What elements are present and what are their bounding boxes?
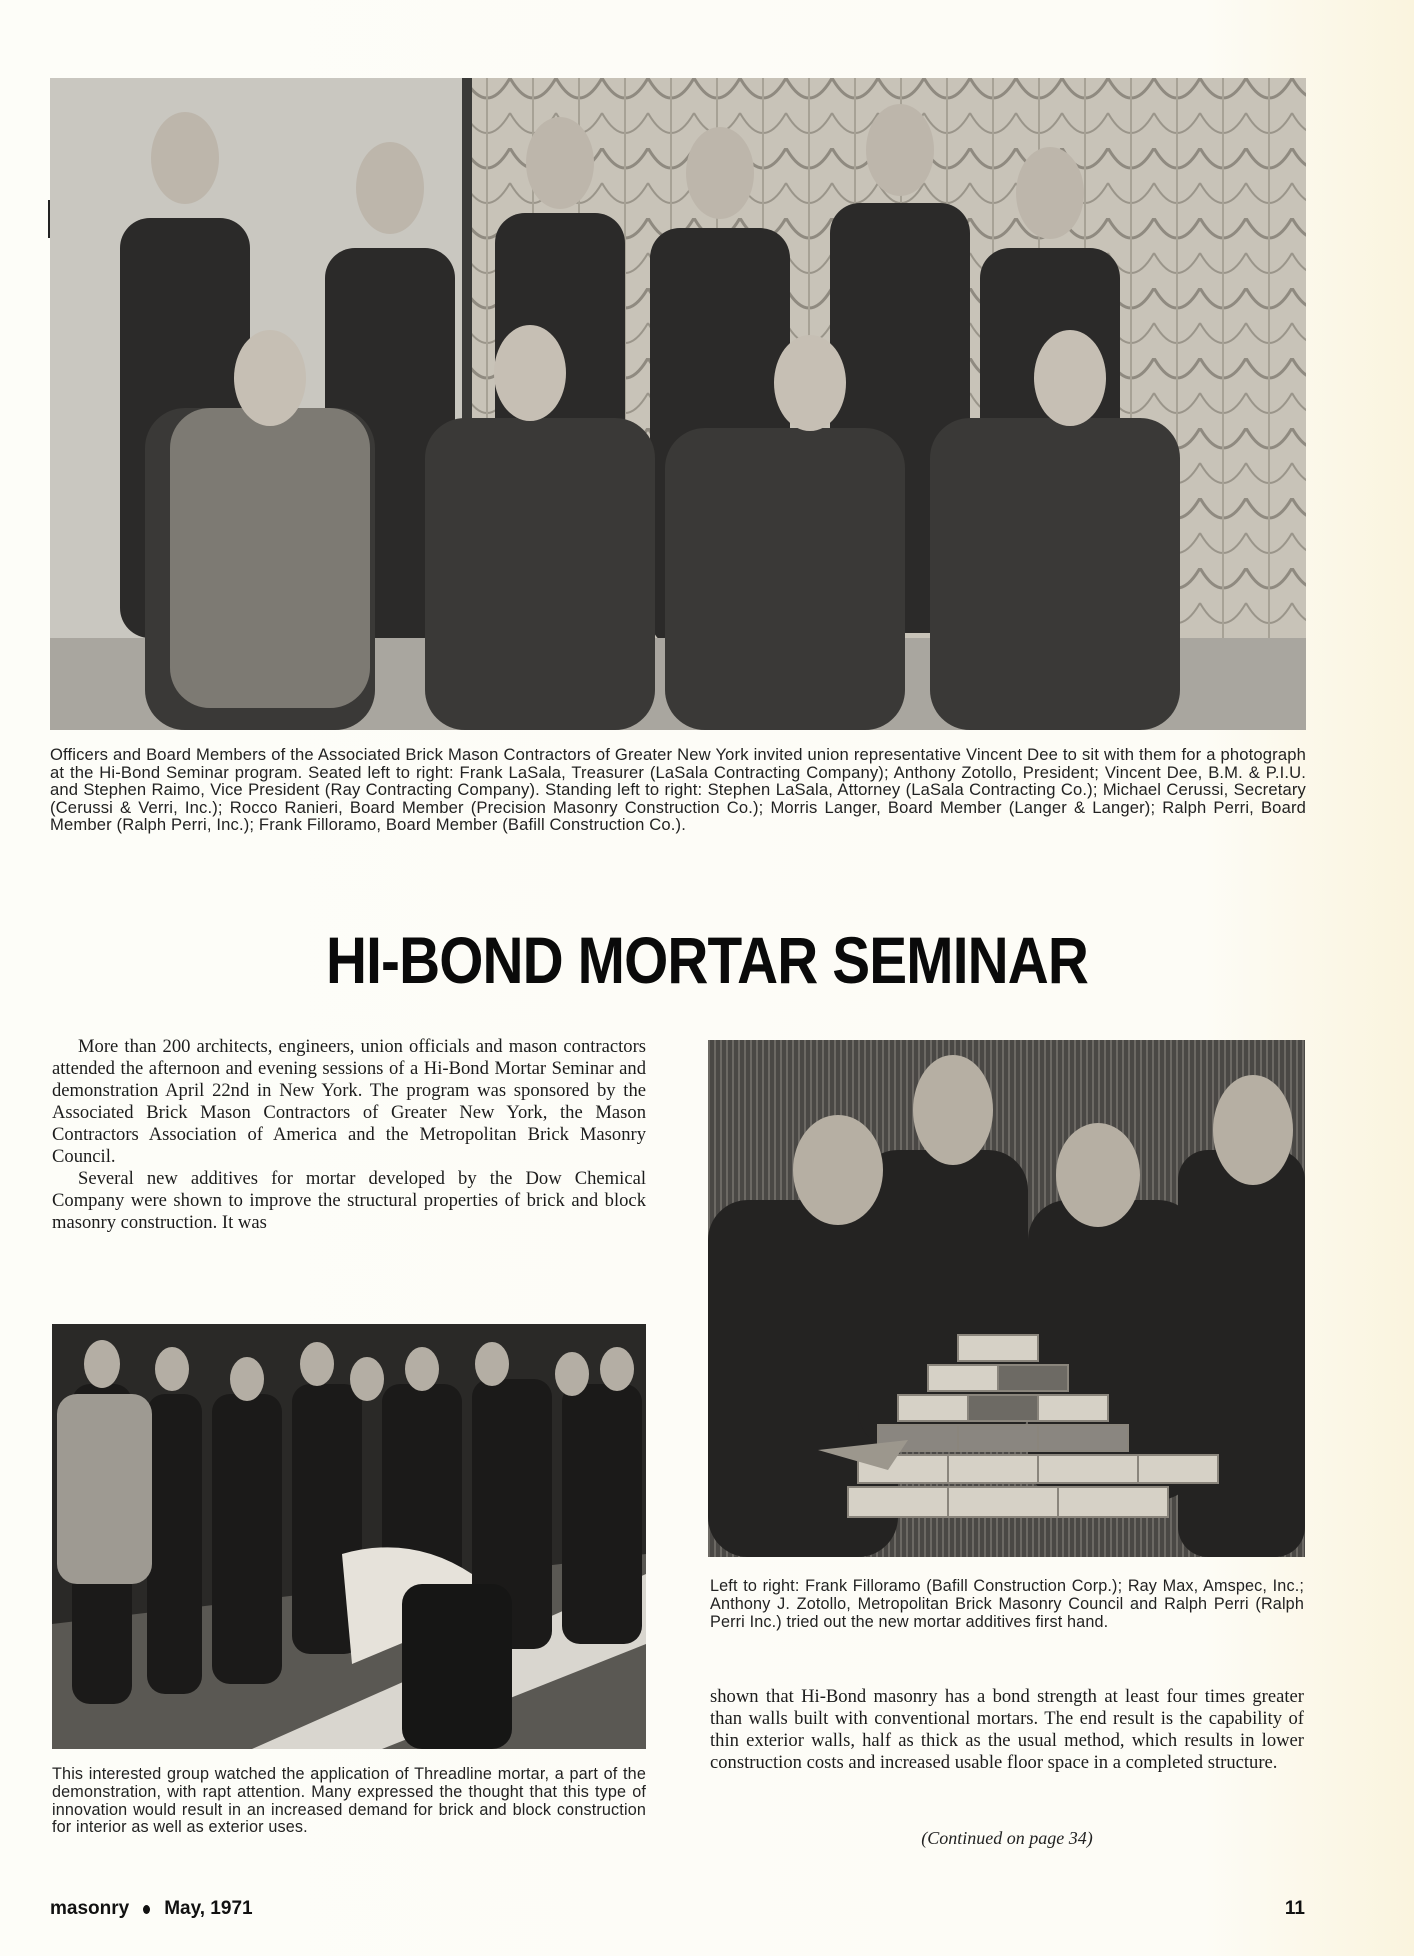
bullet-icon bbox=[143, 1905, 150, 1914]
demonstration-crowd-photo bbox=[52, 1324, 646, 1749]
article-body-right bbox=[710, 1686, 1304, 1774]
article-headline: HI-BOND MORTAR SEMINAR bbox=[325, 923, 1089, 997]
article-body-left bbox=[52, 1036, 646, 1234]
continued-note: (Continued on page 34) bbox=[921, 1828, 1093, 1848]
issue-date: May, 1971 bbox=[164, 1898, 253, 1919]
article-paragraph: More than 200 architects, engineers, union officials and mason contractors attended the afternoon and evening sessions of a Hi-Bond Mortar Seminar and demonstration April 22nd in New York. The program was sponsored by the Associated Brick Mason Contractors of Greater New York, the Mason Contractors Association of America and the Metropolitan Brick Masonry Council. bbox=[52, 1036, 646, 1167]
bricklaying-photo bbox=[708, 1040, 1305, 1557]
group-portrait-caption: Officers and Board Members of the Associated Brick Mason Contractors of Greater New York invited union representative Vincent Dee to sit with them for a photograph at the Hi-Bond Seminar program. Seated left to right: Frank LaSala, Treasurer (LaSala Contracting Company); Anthony Zotollo, President; Vincent Dee, B.M. & P.I.U. and Stephen Raimo, Vice President (Ray Contracting Company). Standing left to right: Stephen LaSala, Attorney (LaSala Contracting Co.); Michael Cerussi, Secretary (Cerussi & Verri, Inc.); Rocco Ranieri, Board Member (Precision Masonry Construction Co.); Morris Langer, Board Member (Langer & Langer); Ralph Perri, Board Member (Ralph Perri, Inc.); Frank Filloramo, Board Member (Bafill Construction Co.). bbox=[50, 745, 1306, 835]
bricklaying-caption: Left to right: Frank Filloramo (Bafill Construction Corp.); Ray Max, Amspec, Inc.; Anthony J. Zotollo, Metropolitan Brick Masonry Council and Ralph Perri (Ralph Perri Inc.) tried out the new mortar additives first hand. bbox=[710, 1577, 1304, 1631]
demonstration-crowd-caption: This interested group watched the application of Threadline mortar, a part of the demonstration, with rapt attention. Many expressed the thought that this type of innovation would result in an increased demand for brick and block construction for interior as well as exterior uses. bbox=[52, 1765, 646, 1837]
publication-name: masonry bbox=[50, 1898, 130, 1919]
article-paragraph: shown that Hi-Bond masonry has a bond strength at least four times greater than walls built with conventional mortars. The end result is the capability of thin exterior walls, half as thick as the usual method, which results in lower construction costs and increased usable floor space in a completed structure. bbox=[710, 1686, 1304, 1773]
page-number: 11 bbox=[1284, 1898, 1305, 1919]
group-portrait-photo bbox=[50, 78, 1306, 730]
page-footer bbox=[50, 1898, 1305, 1920]
article-paragraph: Several new additives for mortar developed by the Dow Chemical Company were shown to improve the structural properties of brick and block masonry construction. It was bbox=[52, 1168, 646, 1233]
